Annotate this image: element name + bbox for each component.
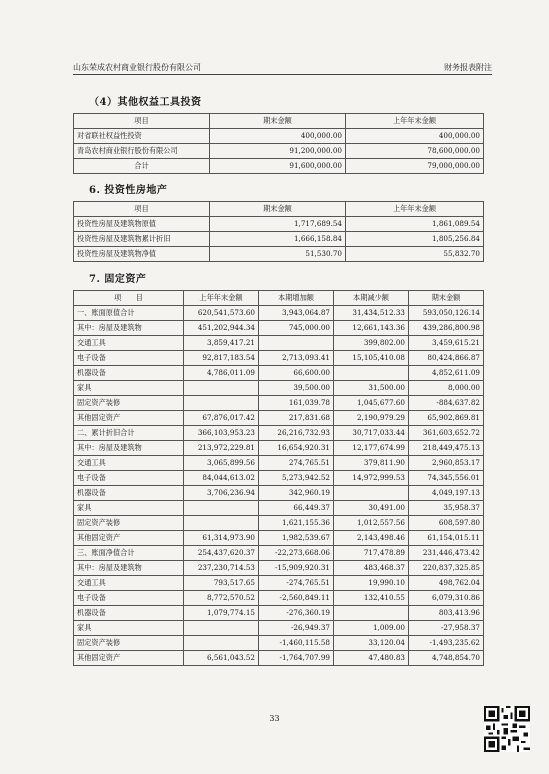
amount-cell: 65,902,869.81	[409, 411, 484, 426]
row-label: 家具	[74, 621, 184, 636]
amount-cell: 132,410.55	[334, 591, 409, 606]
row-label: 交通工具	[74, 576, 184, 591]
amount-cell: 4,049,197.13	[409, 486, 484, 501]
table-row: 对省联社权益性投资 400,000.00 400,000.00	[74, 129, 484, 144]
table-row	[74, 321, 484, 336]
amount-cell: 161,039.78	[259, 396, 334, 411]
amount-cell: 61,154,015.11	[409, 531, 484, 546]
col-header-decrease: 本期减少额	[334, 291, 409, 306]
table-header-row	[74, 202, 484, 217]
col-header-end: 期末金额	[210, 202, 346, 217]
amount-cell: 31,434,512.33	[334, 306, 409, 321]
amount-cell: 67,876,017.42	[184, 411, 259, 426]
amount-cell: 6,079,310.86	[409, 591, 484, 606]
page-number: 33	[269, 714, 280, 723]
table-row	[74, 411, 484, 426]
amount-cell: 217,831.68	[259, 411, 334, 426]
row-label: 交通工具	[74, 456, 184, 471]
amount-cell: 3,859,417.21	[184, 336, 259, 351]
amount-cell: 218,449,475.13	[409, 441, 484, 456]
row-label: 固定资产装修	[74, 516, 184, 531]
amount-cell: 342,960.19	[259, 486, 334, 501]
fixed-assets-body	[74, 306, 484, 666]
amount-cell: 483,468.37	[334, 561, 409, 576]
section-7-title: 7. 固定资产	[89, 274, 147, 285]
amount-cell: 1,012,557.56	[334, 516, 409, 531]
amount-cell: -22,273,668.06	[259, 546, 334, 561]
table-row	[74, 366, 484, 381]
amount-cell: 84,044,613.02	[184, 471, 259, 486]
table-row	[74, 516, 484, 531]
table-row	[74, 441, 484, 456]
qr-code-icon	[484, 706, 530, 752]
row-label: 机器设备	[74, 366, 184, 381]
amount-cell: 1,009.00	[334, 621, 409, 636]
amount-cell: 16,654,920.31	[259, 441, 334, 456]
amount-cell: 19,990.10	[334, 576, 409, 591]
report-notes-label: 财务报表附注	[444, 63, 492, 72]
row-label: 其他固定资产	[74, 651, 184, 666]
col-header-item: 项 目	[74, 291, 184, 306]
row-label: 家具	[74, 381, 184, 396]
amount-cell: 498,762.04	[409, 576, 484, 591]
amount-cell: 220,837,325.85	[409, 561, 484, 576]
amount-cell: 231,446,473.42	[409, 546, 484, 561]
amount-cell: 213,972,229.81	[184, 441, 259, 456]
amount-cell: 793,517.65	[184, 576, 259, 591]
section-6-title: 6. 投资性房地产	[89, 185, 168, 196]
table-row	[74, 336, 484, 351]
company-name: 山东荣成农村商业银行股份有限公司	[73, 63, 201, 72]
amount-cell: 39,500.00	[259, 381, 334, 396]
amount-cell: -26,949.37	[259, 621, 334, 636]
amount-cell: 4,748,854.70	[409, 651, 484, 666]
amount-cell: 12,661,143.36	[334, 321, 409, 336]
table-row	[74, 636, 484, 651]
amount-cell: 12,177,674.99	[334, 441, 409, 456]
amount-cell	[184, 501, 259, 516]
amount-cell: 451,202,944.34	[184, 321, 259, 336]
amount-cell: 5,273,942.52	[259, 471, 334, 486]
table-header-row	[74, 291, 484, 306]
other-equity-investment-table	[73, 113, 484, 174]
amount-cell	[334, 366, 409, 381]
col-header-increase: 本期增加额	[259, 291, 334, 306]
row-label: 固定资产装修	[74, 636, 184, 651]
investment-property-table	[73, 201, 484, 262]
section-4-title: （4）其他权益工具投资	[89, 97, 202, 108]
amount-cell: 8,000.00	[409, 381, 484, 396]
table-row-total: 合计 91,600,000.00 79,000,000.00	[74, 159, 484, 174]
table-row	[74, 306, 484, 321]
amount-cell: -1,493,235.62	[409, 636, 484, 651]
table-row	[74, 606, 484, 621]
amount-cell: 4,786,011.09	[184, 366, 259, 381]
amount-cell: 1,982,539.67	[259, 531, 334, 546]
row-label: 三、账面净值合计	[74, 546, 184, 561]
amount-cell: 3,706,236.94	[184, 486, 259, 501]
amount-cell: 6,561,043.52	[184, 651, 259, 666]
amount-cell	[184, 636, 259, 651]
amount-cell: 274,765.51	[259, 456, 334, 471]
amount-cell: 803,413.96	[409, 606, 484, 621]
col-header-end: 期末金额	[409, 291, 484, 306]
amount-cell	[184, 381, 259, 396]
amount-cell: 74,345,556.01	[409, 471, 484, 486]
amount-cell	[334, 486, 409, 501]
amount-cell: 66,449.37	[259, 501, 334, 516]
amount-cell: 254,437,620.37	[184, 546, 259, 561]
amount-cell: -276,360.19	[259, 606, 334, 621]
table-row	[74, 531, 484, 546]
amount-cell: 439,286,800.98	[409, 321, 484, 336]
row-label: 电子设备	[74, 351, 184, 366]
amount-cell: 66,600.00	[259, 366, 334, 381]
amount-cell	[184, 621, 259, 636]
amount-cell: 61,314,973.90	[184, 531, 259, 546]
table-row	[74, 471, 484, 486]
amount-cell: 30,491.00	[334, 501, 409, 516]
amount-cell	[259, 336, 334, 351]
col-header-prior: 上年年末金额	[184, 291, 259, 306]
col-header-end: 期末金额	[210, 114, 346, 129]
amount-cell: 80,424,866.87	[409, 351, 484, 366]
table-row	[74, 501, 484, 516]
amount-cell: 2,960,853.17	[409, 456, 484, 471]
table-row: 投资性房屋及建筑物累计折旧 1,666,158.84 1,805,256.84	[74, 232, 484, 247]
row-label: 其他固定资产	[74, 531, 184, 546]
amount-cell: -15,909,920.31	[259, 561, 334, 576]
row-label: 电子设备	[74, 471, 184, 486]
col-header-item: 项目	[74, 114, 210, 129]
amount-cell: -27,958.37	[409, 621, 484, 636]
amount-cell	[184, 516, 259, 531]
amount-cell: -884,637.82	[409, 396, 484, 411]
table-row	[74, 486, 484, 501]
amount-cell: 30,717,033.44	[334, 426, 409, 441]
row-label: 机器设备	[74, 486, 184, 501]
row-label: 机器设备	[74, 606, 184, 621]
amount-cell: 3,943,064.87	[259, 306, 334, 321]
amount-cell: 47,480.83	[334, 651, 409, 666]
row-label: 其中：房屋及建筑物	[74, 561, 184, 576]
amount-cell: -1,460,115.58	[259, 636, 334, 651]
amount-cell: 608,597.80	[409, 516, 484, 531]
table-row	[74, 591, 484, 606]
amount-cell: -274,765.51	[259, 576, 334, 591]
row-label: 交通工具	[74, 336, 184, 351]
table-row	[74, 381, 484, 396]
row-label: 家具	[74, 501, 184, 516]
amount-cell: 35,958.37	[409, 501, 484, 516]
table-row: 投资性房屋及建筑物原值 1,717,689.54 1,861,089.54	[74, 217, 484, 232]
table-row	[74, 561, 484, 576]
amount-cell: 1,045,677.60	[334, 396, 409, 411]
amount-cell: 2,143,498.46	[334, 531, 409, 546]
amount-cell: -2,560,849.11	[259, 591, 334, 606]
amount-cell: 3,459,615.21	[409, 336, 484, 351]
table-row	[74, 396, 484, 411]
table-row	[74, 621, 484, 636]
table-row: 投资性房屋及建筑物净值 51,530.70 55,832.70	[74, 247, 484, 262]
row-label: 固定资产装修	[74, 396, 184, 411]
row-label: 其中：房屋及建筑物	[74, 321, 184, 336]
amount-cell	[334, 606, 409, 621]
amount-cell: 92,817,183.54	[184, 351, 259, 366]
col-header-prior: 上年年末金额	[346, 202, 484, 217]
amount-cell: 593,050,126.14	[409, 306, 484, 321]
row-label: 电子设备	[74, 591, 184, 606]
amount-cell: 31,500.00	[334, 381, 409, 396]
amount-cell: 366,103,953.23	[184, 426, 259, 441]
amount-cell: -1,764,707.99	[259, 651, 334, 666]
row-label: 二、累计折旧合计	[74, 426, 184, 441]
amount-cell: 4,852,611.09	[409, 366, 484, 381]
row-label: 其中：房屋及建筑物	[74, 441, 184, 456]
amount-cell: 1,621,155.36	[259, 516, 334, 531]
amount-cell: 745,000.00	[259, 321, 334, 336]
table-row	[74, 576, 484, 591]
amount-cell: 399,802.00	[334, 336, 409, 351]
amount-cell: 8,772,570.52	[184, 591, 259, 606]
amount-cell: 3,065,899.56	[184, 456, 259, 471]
amount-cell: 15,105,410.08	[334, 351, 409, 366]
table-row	[74, 651, 484, 666]
amount-cell: 2,190,979.29	[334, 411, 409, 426]
amount-cell: 379,811.90	[334, 456, 409, 471]
amount-cell: 361,603,652.72	[409, 426, 484, 441]
table-row	[74, 426, 484, 441]
row-label: 一、账面原值合计	[74, 306, 184, 321]
amount-cell: 26,216,732.93	[259, 426, 334, 441]
fixed-assets-table	[73, 290, 484, 666]
amount-cell: 14,972,999.53	[334, 471, 409, 486]
amount-cell: 33,120.04	[334, 636, 409, 651]
table-row	[74, 456, 484, 471]
amount-cell: 620,541,573.60	[184, 306, 259, 321]
amount-cell: 2,713,093.41	[259, 351, 334, 366]
col-header-prior: 上年年末金额	[346, 114, 484, 129]
table-row: 青岛农村商业银行股份有限公司 91,200,000.00 78,600,000.00	[74, 144, 484, 159]
amount-cell: 717,478.89	[334, 546, 409, 561]
table-header-row	[74, 114, 484, 129]
row-label: 其他固定资产	[74, 411, 184, 426]
page-header	[73, 59, 492, 75]
amount-cell: 237,230,714.53	[184, 561, 259, 576]
amount-cell	[184, 396, 259, 411]
amount-cell: 1,079,774.15	[184, 606, 259, 621]
col-header-item: 项目	[74, 202, 210, 217]
table-row	[74, 351, 484, 366]
table-row	[74, 546, 484, 561]
